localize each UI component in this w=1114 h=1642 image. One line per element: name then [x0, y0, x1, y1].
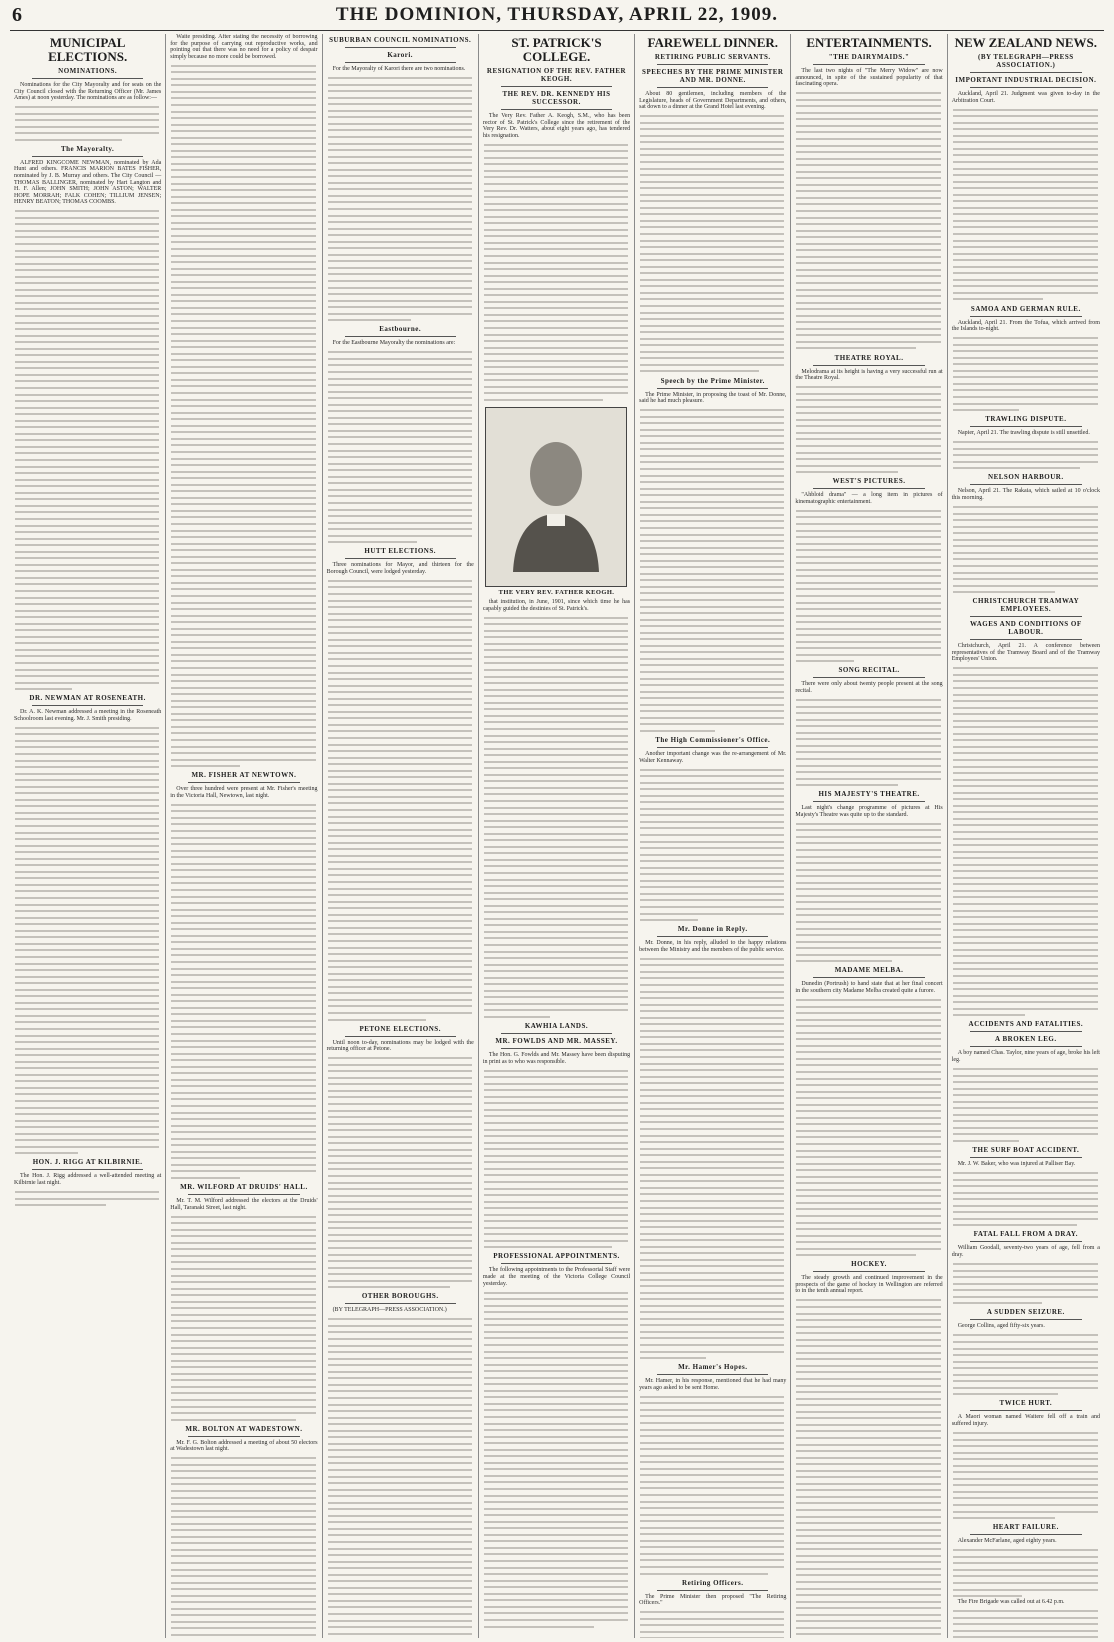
section-subhead: SONG RECITAL. — [838, 666, 900, 675]
article-body — [952, 320, 1100, 333]
article-paragraph: For the Eastbourne Mayoralty the nominations are: — [332, 340, 456, 347]
section-subhead: MADAME MELBA. — [834, 966, 904, 975]
column-heading: FAREWELL DINNER. — [647, 35, 779, 50]
article-text-lines — [327, 1055, 474, 1291]
article-text-lines — [170, 801, 317, 1181]
text-line — [327, 317, 414, 324]
article-text-lines — [952, 1608, 1100, 1638]
section-rule — [501, 1033, 612, 1034]
section-rule — [970, 639, 1082, 640]
section-rule — [657, 747, 768, 748]
article-body — [14, 1173, 161, 1186]
article-body — [952, 1599, 1100, 1606]
masthead — [10, 0, 1104, 31]
article-paragraph: Mr. Hamer, in his response, mentioned that he had many years ago asked to be sent Home. — [639, 1378, 787, 1391]
column-heading: MUNICIPAL ELECTIONS. — [48, 35, 128, 64]
text-line — [483, 1623, 596, 1630]
article-paragraph: George Collins, aged fifty-six years. — [957, 1323, 1045, 1330]
section-rule — [32, 705, 143, 706]
article-paragraph: A boy named Chas. Taylor, nine years of age, broke his left leg. — [951, 1050, 1100, 1063]
article-text-lines — [14, 724, 161, 1156]
section-subhead: SAMOA AND GERMAN RULE. — [970, 304, 1081, 313]
section-subhead: The High Commissioner's Office. — [655, 735, 771, 744]
text-line — [639, 368, 761, 375]
text-line — [795, 782, 900, 789]
text-line — [952, 1391, 1060, 1398]
text-line — [952, 1634, 1100, 1638]
article-body — [795, 805, 942, 818]
section-subhead: DR. NEWMAN AT ROSENEATH. — [29, 694, 146, 703]
article-text-lines — [327, 577, 474, 1022]
article-paragraph: Over three hundred were present at Mr. Fisher's meeting in the Victoria Hall, Newtown, last night. — [170, 786, 318, 799]
section-rule — [813, 488, 924, 489]
newspaper-column — [166, 34, 322, 1638]
portrait-caption: THE VERY REV. FATHER KEOGH. — [498, 589, 615, 597]
section-rule — [657, 64, 768, 65]
article-body — [639, 1594, 786, 1607]
article-text-lines — [170, 1455, 317, 1638]
section-rule — [501, 1048, 612, 1049]
section-rule — [970, 1031, 1082, 1032]
article-paragraph: Dr. A. K. Newman addressed a meeting in the Roseneath Schoolroom last evening. Mr. J. Smith presiding. — [14, 709, 162, 722]
text-line — [639, 1635, 786, 1638]
section-rule — [813, 1271, 924, 1272]
article-text-lines — [952, 1065, 1100, 1144]
article-paragraph: (BY TELEGRAPH—PRESS ASSOCIATION.) — [332, 1307, 447, 1314]
section-rule — [970, 316, 1082, 317]
article-paragraph: Mr. Donne, in his reply, alluded to the happy relations between the Ministry and the members of the public service. — [639, 940, 787, 953]
text-line — [795, 345, 917, 352]
article-paragraph: Nominations for the City Mayoralty and for seats on the City Council closed with the Returning Officer (Mr. James Ames) at noon yesterday. The nominations are as follow:— — [14, 82, 162, 102]
article-body — [170, 786, 317, 799]
text-line — [170, 1416, 298, 1423]
article-paragraph: Auckland, April 21. Judgment was given to-day in the Arbitration Court. — [951, 91, 1100, 104]
section-rule — [501, 1263, 612, 1264]
section-subhead: FATAL FALL FROM A DRAY. — [973, 1230, 1079, 1239]
article-body — [327, 66, 474, 73]
section-subhead: HOCKEY. — [851, 1260, 887, 1269]
section-rule — [970, 1319, 1082, 1320]
article-body — [795, 681, 942, 694]
article-body — [952, 1161, 1100, 1168]
section-subhead: THEATRE ROYAL. — [834, 353, 904, 362]
article-text-lines — [952, 1547, 1100, 1599]
article-paragraph: Waite presiding. After stating the necessity of borrowing for the purpose of carrying out reproductive works, and pointing out that there was no need for a policy of despair simply because no more could be borrowed. — [170, 34, 318, 60]
article-text-lines — [327, 75, 474, 324]
section-subhead: PETONE ELECTIONS. — [359, 1024, 441, 1033]
section-rule — [970, 616, 1082, 617]
article-text-lines — [639, 766, 786, 923]
text-line — [327, 539, 420, 546]
text-line — [795, 1637, 942, 1638]
article-text-lines — [952, 439, 1100, 472]
section-rule — [657, 936, 768, 937]
article-body — [170, 1440, 317, 1453]
article-body — [639, 392, 786, 405]
article-body — [952, 1538, 1100, 1545]
text-line — [952, 1300, 1044, 1307]
section-rule — [32, 156, 143, 157]
article-body — [795, 68, 942, 88]
section-rule — [345, 62, 456, 63]
article-body — [14, 160, 161, 206]
text-line — [952, 1222, 1080, 1229]
article-text-lines — [483, 1289, 630, 1629]
text-line — [639, 727, 717, 734]
text-line — [327, 1284, 452, 1291]
section-rule — [188, 1194, 299, 1195]
section-subhead: MR. WILFORD AT DRUIDS' HALL. — [180, 1183, 308, 1192]
article-paragraph: A Maori woman named Waitere fell off a train and suffered injury. — [951, 1414, 1100, 1427]
section-subhead: The Mayoralty. — [61, 144, 115, 153]
article-paragraph: Three nominations for Mayor, and thirteen for the Borough Council, were lodged yesterday. — [326, 562, 474, 575]
article-text-lines — [795, 996, 942, 1258]
section-rule — [32, 78, 143, 79]
section-rule — [970, 426, 1082, 427]
text-line — [639, 1355, 708, 1362]
article-body — [170, 1198, 317, 1211]
text-line — [170, 1175, 242, 1182]
section-subhead: SUBURBAN COUNCIL NOMINATIONS. — [329, 36, 472, 44]
article-body — [952, 430, 1100, 437]
article-body — [483, 1052, 630, 1065]
text-line — [952, 589, 1057, 596]
section-subhead: WEST'S PICTURES. — [832, 477, 906, 486]
article-text-lines — [170, 1213, 317, 1423]
article-paragraph: The Hon. J. Rigg addressed a well-attended meeting at Kilbirnie last night. — [14, 1173, 162, 1186]
article-text-lines — [795, 507, 942, 664]
section-rule — [345, 1303, 456, 1304]
text-line — [795, 469, 900, 476]
text-line — [952, 465, 1082, 472]
section-subhead: KAWHIA LANDS. — [524, 1022, 589, 1031]
article-text-lines — [952, 1261, 1100, 1307]
article-text-lines — [795, 90, 942, 352]
section-rule — [813, 64, 924, 65]
text-line — [14, 136, 124, 143]
section-rule — [345, 558, 456, 559]
section-subhead: Mr. Hamer's Hopes. — [678, 1363, 748, 1372]
text-line — [14, 1150, 80, 1157]
article-text-lines — [795, 820, 942, 964]
section-rule — [657, 1374, 768, 1375]
text-line — [170, 763, 242, 770]
article-text-lines — [14, 208, 161, 692]
article-text-lines — [483, 141, 630, 403]
text-line — [952, 407, 1022, 414]
newspaper-column — [635, 34, 791, 1638]
article-text-lines — [639, 113, 786, 375]
text-line — [952, 1593, 1025, 1600]
section-subhead: HUTT ELECTIONS. — [364, 547, 436, 556]
section-rule — [188, 782, 299, 783]
article-text-lines — [952, 106, 1100, 302]
article-paragraph: About 80 gentlemen, including members of the Legislature, heads of Government Departments, and others, sat down to a dinner at the Grand Hotel last evening. — [639, 91, 787, 111]
article-text-lines — [327, 1316, 474, 1638]
article-body — [795, 981, 942, 994]
article-body — [952, 1414, 1100, 1427]
text-line — [952, 296, 1045, 303]
article-body — [170, 34, 317, 60]
article-body — [795, 1275, 942, 1295]
section-rule — [657, 87, 768, 88]
text-line — [952, 1515, 1057, 1522]
article-paragraph: "Ahbloid drama" — a long item in pictures of kinematographic entertainment. — [795, 492, 943, 505]
section-rule — [188, 1436, 299, 1437]
text-line — [639, 917, 699, 924]
section-subhead: MR. BOLTON AT WADESTOWN. — [185, 1424, 303, 1433]
article-body — [327, 562, 474, 575]
newspaper-column — [323, 34, 479, 1638]
article-paragraph: Mr. F. G. Bolton addressed a meeting of about 50 electors at Wadestown last night. — [170, 1439, 318, 1453]
article-body — [14, 709, 161, 722]
section-subhead: "THE DAIRYMAIDS." — [828, 53, 910, 61]
article-text-lines — [952, 1430, 1100, 1522]
article-paragraph: The steady growth and continued improvement in the prospects of the game of hockey in Wellington are referred to in the tenth annual report. — [795, 1275, 943, 1295]
article-text-lines — [952, 504, 1100, 596]
article-body — [952, 91, 1100, 104]
article-paragraph: William Goodall, seventy-two years of age, fell from a dray. — [951, 1245, 1100, 1259]
text-line — [14, 1202, 108, 1209]
article-text-lines — [795, 1297, 942, 1638]
text-line — [170, 1632, 317, 1638]
article-paragraph: Until noon to-day, nominations may be lodged with the returning officer at Petone. — [326, 1039, 474, 1053]
section-subhead: OTHER BOROUGHS. — [361, 1292, 439, 1301]
article-paragraph: The Prime Minister, in proposing the toast of Mr. Donne, said he had much pleasure. — [639, 391, 787, 405]
column-heading: NEW ZEALAND NEWS. — [954, 35, 1098, 50]
article-text-lines — [639, 1609, 786, 1638]
text-line — [639, 1570, 770, 1577]
text-line — [795, 1252, 917, 1259]
article-text-lines — [639, 1393, 786, 1576]
article-text-lines — [483, 614, 630, 1020]
article-paragraph: The following appointments to the Professorial Staff were made at the meeting of the Victoria College Council yesterday. — [482, 1267, 631, 1287]
section-subhead: THE REV. DR. KENNEDY HIS SUCCESSOR. — [502, 90, 611, 106]
article-paragraph: Mr. T. M. Wilford addressed the electors at the Druids' Hall, Taranaki Street, last night. — [170, 1198, 318, 1211]
section-subhead: Speech by the Prime Minister. — [660, 376, 765, 385]
section-rule — [345, 336, 456, 337]
article-body — [327, 340, 474, 347]
section-rule — [345, 1036, 456, 1037]
section-rule — [970, 87, 1082, 88]
article-text-lines — [952, 335, 1100, 414]
article-paragraph: ALFRED KINGCOME NEWMAN, nominated by Ada Hunt and others. FRANCIS MARION BATES FISHER, nominated by J. B. Murray and others. The City Council — THOMAS BALLINGER, nominated by Hart Langton and H. F. Allen; JOHN SMITH; JOHN ASTON; WALTER HOPE MORRAH; FALK COHEN; TILLIUM JENSEN; HENRY BEATON; THOMAS COOMBS. — [14, 159, 162, 206]
article-body — [952, 1245, 1100, 1258]
column-heading: ST. PATRICK'S COLLEGE. — [511, 35, 602, 64]
article-text-lines — [14, 104, 161, 143]
section-subhead: A BROKEN LEG. — [995, 1035, 1057, 1044]
article-paragraph: The last two nights of "The Merry Widow" are now announced, in spite of the sustained popularity of that fascinating opera. — [795, 68, 943, 88]
text-line — [952, 1012, 1028, 1019]
newspaper-column — [479, 34, 635, 1638]
article-paragraph: The Very Rev. Father A. Keogh, S.M., who has been rector of St. Patrick's College since the retirement of the Very Rev. Dr. Watters, about eight years ago, has tendered his resignation. — [482, 113, 631, 139]
section-subhead: HEART FAILURE. — [992, 1523, 1059, 1532]
section-rule — [970, 1241, 1082, 1242]
section-subhead: MR. FISHER AT NEWTOWN. — [191, 771, 297, 780]
page-number: 6 — [12, 3, 22, 26]
article-text-lines — [795, 384, 942, 476]
article-body — [483, 599, 630, 612]
section-subhead: Retiring Officers. — [682, 1578, 744, 1587]
section-subhead: (BY TELEGRAPH—PRESS ASSOCIATION.) — [977, 53, 1074, 69]
article-body — [795, 369, 942, 382]
section-subhead: Mr. Donne in Reply. — [677, 925, 748, 934]
article-body — [327, 1040, 474, 1053]
article-body — [952, 1050, 1100, 1063]
article-text-lines — [952, 1332, 1100, 1397]
article-paragraph: Christchurch, April 21. A conference between representatives of the Tramway Board and of the Tramway Employees' Union. — [951, 643, 1100, 663]
section-subhead: TWICE HURT. — [999, 1399, 1053, 1408]
newspaper-title: THE DOMINION, THURSDAY, APRIL 22, 1909. — [335, 4, 779, 25]
portrait-image — [485, 407, 627, 587]
section-rule — [813, 677, 924, 678]
article-body — [639, 751, 786, 764]
article-text-lines — [952, 1170, 1100, 1229]
section-subhead: PROFESSIONAL APPOINTMENTS. — [493, 1252, 620, 1261]
section-rule — [813, 977, 924, 978]
article-paragraph: For the Mayoralty of Karori there are two nominations. — [332, 66, 466, 72]
article-paragraph: Mr. J. W. Baker, who was injured at Palliser Bay. — [957, 1161, 1076, 1168]
text-line — [327, 1016, 429, 1023]
article-body — [795, 492, 942, 505]
newspaper-column — [791, 34, 947, 1638]
section-rule — [657, 1590, 768, 1591]
section-rule — [970, 1534, 1082, 1535]
article-paragraph: Dunedin (Portrush) to hand state that at her final concert in the southern city Madame Melba created quite a furore. — [795, 981, 943, 994]
article-body — [14, 82, 161, 102]
article-paragraph: The Fire Brigade was called out at 6.42 p.m. — [957, 1599, 1065, 1606]
article-text-lines — [639, 407, 786, 734]
section-rule — [501, 109, 612, 110]
article-body — [639, 1378, 786, 1391]
text-line — [483, 1014, 552, 1021]
section-subhead: NELSON HARBOUR. — [988, 473, 1064, 482]
section-subhead: THE SURF BOAT ACCIDENT. — [972, 1146, 1080, 1155]
article-paragraph: Nelson, April 21. The Rakaia, which sailed at 10 o'clock this morning. — [951, 488, 1100, 501]
section-rule — [813, 365, 924, 366]
text-line — [952, 1137, 1022, 1144]
text-line — [795, 958, 894, 965]
section-rule — [813, 801, 924, 802]
section-subhead: SPEECHES BY THE PRIME MINISTER AND MR. DONNE. — [642, 68, 784, 84]
portrait-engraving-icon — [501, 422, 611, 572]
section-subhead: HON. J. RIGG AT KILBIRNIE. — [32, 1158, 143, 1167]
section-rule — [657, 388, 768, 389]
section-subhead: TRAWLING DISPUTE. — [985, 415, 1067, 424]
section-subhead: WAGES AND CONDITIONS OF LABOUR. — [969, 620, 1082, 637]
section-subhead: A SUDDEN SEIZURE. — [986, 1308, 1065, 1317]
section-rule — [501, 86, 612, 87]
section-subhead: RETIRING PUBLIC SERVANTS. — [654, 53, 771, 61]
article-text-lines — [795, 697, 942, 789]
article-text-lines — [483, 1067, 630, 1250]
article-paragraph: Melodrama at its height is having a very successful run at the Theatre Royal. — [795, 368, 943, 382]
section-subhead: ACCIDENTS AND FATALITIES. — [968, 1020, 1084, 1029]
article-paragraph: Napier, April 21. The trawling dispute is still unsettled. — [957, 430, 1090, 437]
text-line — [14, 686, 74, 693]
section-subhead: HIS MAJESTY'S THEATRE. — [818, 790, 920, 799]
article-paragraph: Auckland, April 21. From the Tofua, which arrived from the Islands to-night. — [951, 319, 1100, 333]
article-body — [639, 91, 786, 111]
article-body — [952, 1323, 1100, 1330]
newspaper-column — [10, 34, 166, 1638]
article-body — [952, 488, 1100, 501]
article-text-lines — [14, 1189, 161, 1209]
article-body — [483, 113, 630, 139]
section-subhead: NOMINATIONS. — [58, 67, 118, 75]
section-subhead: Karori. — [387, 51, 414, 59]
section-rule — [970, 484, 1082, 485]
article-body — [327, 1307, 474, 1314]
article-paragraph: The Prime Minister then proposed "The Retiring Officers." — [639, 1593, 787, 1607]
article-body — [483, 1267, 630, 1287]
article-text-lines — [170, 62, 317, 769]
section-rule — [970, 72, 1082, 73]
text-line — [327, 1637, 474, 1638]
section-subhead: IMPORTANT INDUSTRIAL DECISION. — [955, 76, 1097, 84]
section-subhead: RESIGNATION OF THE REV. FATHER KEOGH. — [486, 67, 627, 83]
section-rule — [970, 1157, 1082, 1158]
section-rule — [345, 47, 456, 48]
newspaper-column — [948, 34, 1104, 1638]
article-text-lines — [327, 349, 474, 545]
columns-container — [10, 34, 1104, 1638]
article-paragraph: that institution, in June, 1901, since which time he has capably guided the destinies of St. Patrick's. — [482, 599, 631, 612]
article-text-lines — [639, 955, 786, 1361]
article-text-lines — [952, 665, 1100, 1019]
article-paragraph: Another important change was the re-arrangement of Mr. Walter Kennaway. — [639, 750, 787, 764]
text-line — [483, 397, 605, 404]
section-subhead: CHRISTCHURCH TRAMWAY EMPLOYEES. — [972, 597, 1080, 614]
column-heading: ENTERTAINMENTS. — [806, 35, 932, 50]
article-paragraph: Alexander McFarlane, aged eighty years. — [957, 1538, 1057, 1545]
text-line — [483, 1244, 614, 1251]
section-rule — [32, 1169, 143, 1170]
article-paragraph: Last night's change programme of pictures at His Majesty's Theatre was quite up to the standard. — [795, 805, 943, 818]
text-line — [795, 658, 855, 665]
article-paragraph: The Hon. G. Fowlds and Mr. Massey have been disputing in print as to who was responsible. — [482, 1052, 631, 1065]
section-subhead: Eastbourne. — [379, 325, 422, 334]
article-paragraph: There were only about twenty people present at the song recital. — [795, 681, 943, 695]
article-body — [952, 643, 1100, 663]
section-rule — [970, 1046, 1082, 1047]
section-subhead: MR. FOWLDS AND MR. MASSEY. — [495, 1037, 618, 1046]
article-body — [639, 940, 786, 953]
section-rule — [970, 1410, 1082, 1411]
